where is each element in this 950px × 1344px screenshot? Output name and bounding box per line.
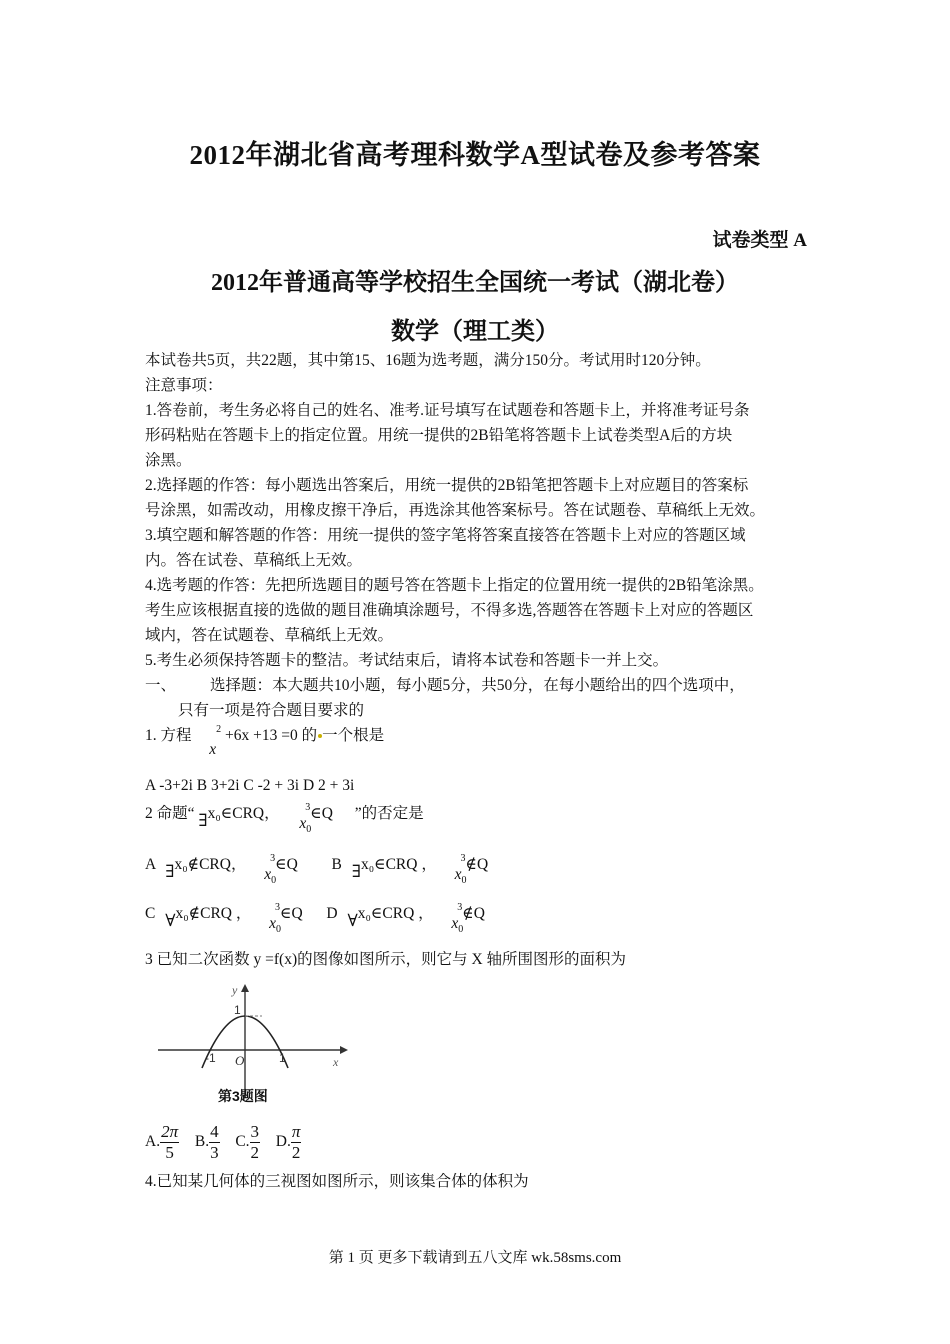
question-3: 3 已知二次函数 y =f(x)的图像如图所示，则它与 X 轴所围图形的面积为 [145,951,627,968]
note-4: 4.选考题的作答：先把所选题目的题号答在答题卡上指定的位置用统一提供的2B铅笔涂黑。 考生应该根据直接的选做的题目准确填涂题号，不得多选,答题答在答题卡上对应的答题区 域内，答在试题卷、草稿纸上无效。 [145,577,764,644]
question-2: 2 命题“ ∃x₀∈CRQ， $x_0^3\in Q$ ”的否定是 [145,802,424,835]
y-tick-label: 1 [234,1003,241,1017]
question-2-options-ab: A ∃x₀∉CRQ， $x_0^3\in Q$ B ∃x₀∈CRQ ， $x_0^3\notin Q$ [145,853,489,886]
note-1: 1.答卷前，考生务必将自己的姓名、准考.证号填写在试题卷和答题卡上，并将准考证号条 形码粘贴在答题卡上的指定位置。用统一提供的2B铅笔将答题卡上试卷类型A后的方块 涂黑。 [145,402,750,469]
subject-title: 数学（理工类） [391,319,559,345]
note-5: 5.考生必须保持答题卡的整洁。考试结束后，请将本试卷和答题卡一并上交。 [145,652,669,669]
option-b-fraction: $\frac{4}{3}$ [210,1122,219,1162]
paper-type: 试卷类型 A [712,230,807,251]
note-3: 3.填空题和解答题的作答：用统一提供的签字笔将答案直接答在答题卡上对应的答题区域 内。答在试卷、草稿纸上无效。 [145,527,746,569]
question-4: 4.已知某几何体的三视图如图所示，则该集合体的体积为 [145,1173,529,1190]
y-axis-label: y [232,983,238,997]
page-footer: 第 1 页 更多下载请到五八文库 wk.58sms.com [328,1250,622,1266]
origin-label: O [235,1053,245,1068]
option-c-fraction: $\frac{3}{2}$ [250,1122,260,1162]
section-heading-cont: 只有一项是符合题目要求的 [178,702,365,719]
section-number: 一、 [145,677,177,694]
x-tick-pos-label: 1 [279,1051,286,1065]
exam-title: 2012年普通高等学校招生全国统一考试（湖北卷） [211,270,739,296]
option-a-fraction: $\frac{2\pi}{5}$ [161,1122,179,1162]
question-2-options-cd: C ∀x₀∉CRQ ， $x_0^3\in Q$ D ∀x₀∈CRQ ， $x_0^3\notin Q$ [145,902,485,935]
figure-caption: 第3题图 [218,1088,268,1104]
y-axis-arrow [241,984,249,992]
x-axis-arrow [340,1046,348,1054]
exam-summary: 本试卷共5页，共22题，其中第15、16题为选考题，满分150分。考试用时120分钟。 [145,352,711,369]
note-2: 2.选择题的作答：每小题选出答案后，用统一提供的2B铅笔把答题卡上对应题目的答案标 号涂黑，如需改动，用橡皮擦干净后，再选涂其他答案标号。答在试题卷、草稿纸上无效。 [145,477,766,519]
notes-heading: 注意事项： [145,377,223,394]
option-d-fraction: $\frac{\pi}{2}$ [291,1122,301,1162]
question-3-options: A. $\frac{2\pi}{5}$ B. $\frac{4}{3}$ C. $\frac{3}{2}$ D. $\frac{\pi}{2}$ [145,1122,301,1162]
x-axis-label: x [333,1055,339,1069]
question-1-options: A -3+2i B 3+2i C -2 + 3i D 2 + 3i [145,777,355,794]
section-heading: 选择题：本大题共10小题，每小题5分，共50分，在每小题给出的四个选项中， [210,677,745,694]
question-1: 1. 方程 $x^2 +6x +13 =0$ 的 一个根是 [145,724,385,758]
main-title: 2012年湖北省高考理科数学A型试卷及参考答案 [189,140,761,170]
x-tick-neg-label: -1 [205,1051,216,1065]
